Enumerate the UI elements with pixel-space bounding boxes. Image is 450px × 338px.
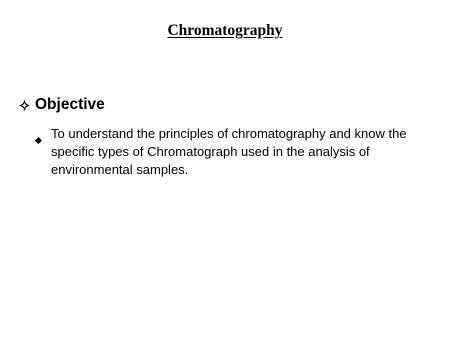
list-item [35,125,435,179]
diamond-outline-icon [18,99,31,112]
section-heading [18,96,105,114]
slide-title: Chromatography [167,22,283,39]
section-heading-label: Objective [35,96,105,113]
diamond-bullet-icon [35,131,42,138]
list-item-text: To understand the principles of chromatography and know the specific types of Chromatograph used in the analysis of environmental samples. [51,126,407,177]
